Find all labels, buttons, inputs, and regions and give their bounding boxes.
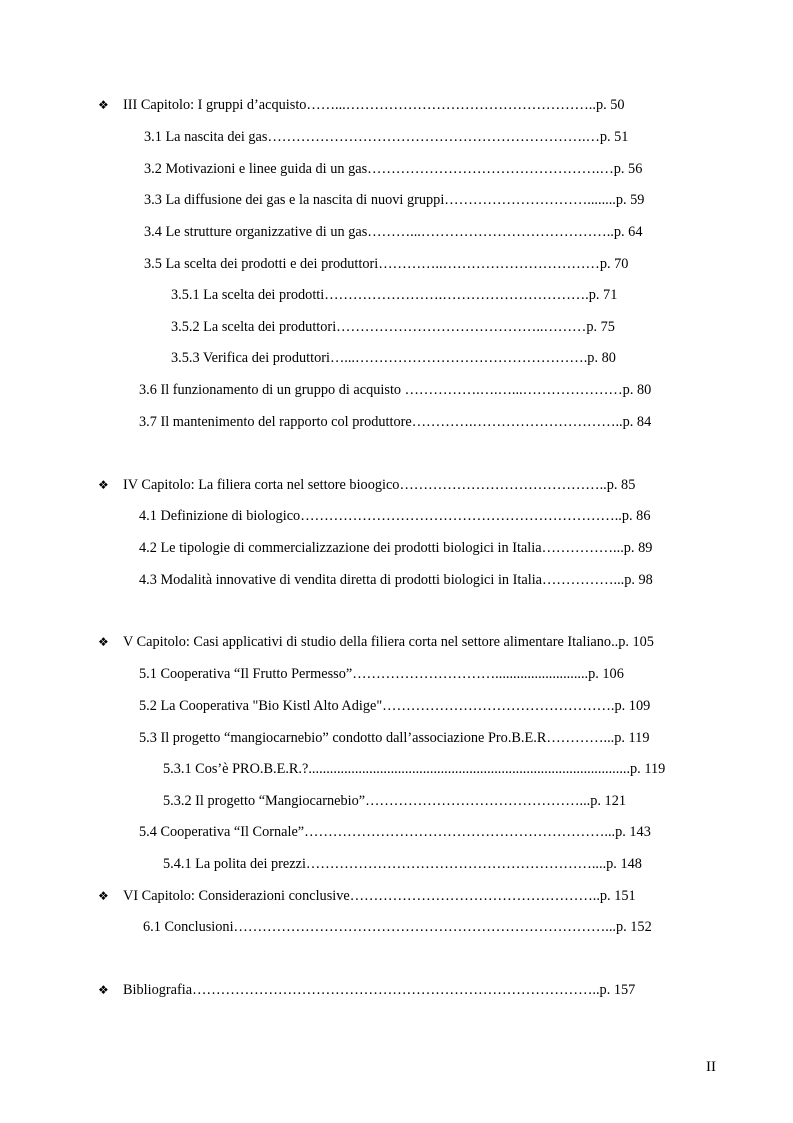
toc-chapter-4[interactable]: IV Capitolo: La filiera corta nel settore bioogico……………………………………..p. 85 [123,477,636,493]
page-number: II [706,1059,716,1075]
toc-entry-3-3[interactable]: 3.3 La diffusione dei gas e la nascita di nuovi gruppi…………………………........p. 59 [144,192,645,208]
toc-entry-5-4-1[interactable]: 5.4.1 La polita dei prezzi……………………………………………………....p. 148 [163,856,642,872]
toc-entry-3-5-3[interactable]: 3.5.3 Verifica dei produttori…...………………………………………….p. 80 [171,350,616,366]
toc-entry-3-2[interactable]: 3.2 Motivazioni e linee guida di un gas………………………………………….…p. 56 [144,161,643,177]
toc-entry-4-3[interactable]: 4.3 Modalità innovative di vendita diretta di prodotti biologici in Italia……………...p. 98 [139,572,653,588]
toc-chapter-5[interactable]: V Capitolo: Casi applicativi di studio della filiera corta nel settore alimentare Italiano..p. 105 [123,634,654,650]
toc-chapter-3[interactable]: III Capitolo: I gruppi d’acquisto……...……………………………………………..p. 50 [123,97,625,113]
toc-entry-3-5-1[interactable]: 3.5.1 La scelta dei prodotti…………………….………………………….p. 71 [171,287,618,303]
toc-entry-3-1[interactable]: 3.1 La nascita dei gas………………………………………………………….…p. 51 [144,129,629,145]
bullet-icon: ❖ [98,98,109,112]
toc-entry-3-4[interactable]: 3.4 Le strutture organizzative di un gas………...…………………………………..p. 64 [144,224,643,240]
toc-entry-4-1[interactable]: 4.1 Definizione di biologico…………………………………………………………..p. 86 [139,508,651,524]
toc-entry-5-3-2[interactable]: 5.3.2 Il progetto “Mangiocarnebio”………………………………………...p. 121 [163,793,626,809]
bullet-icon: ❖ [98,889,109,903]
toc-entry-3-5[interactable]: 3.5 La scelta dei prodotti e dei produttori…………..……………………………p. 70 [144,256,629,272]
toc-entry-5-4[interactable]: 5.4 Cooperativa “Il Cornale”………………………………………………………...p. 143 [139,824,651,840]
bullet-icon: ❖ [98,635,109,649]
toc-entry-5-3-1[interactable]: 5.3.1 Cos’è PRO.B.E.R.?..........................................................................................p. 119 [163,761,666,777]
toc-bibliography[interactable]: Bibliografia…………………………………………………………………………..p. 157 [123,982,636,998]
toc-entry-4-2[interactable]: 4.2 Le tipologie di commercializzazione dei prodotti biologici in Italia……………...p. 89 [139,540,653,556]
toc-chapter-6[interactable]: VI Capitolo: Considerazioni conclusive……………………………………………..p. 151 [123,888,636,904]
toc-entry-3-6[interactable]: 3.6 Il funzionamento di un gruppo di acquisto …………….….…...…………………p. 80 [139,382,652,398]
toc-entry-3-5-2[interactable]: 3.5.2 La scelta dei produttori……………………………………..………p. 75 [171,319,615,335]
toc-entry-5-3[interactable]: 5.3 Il progetto “mangiocarnebio” condotto dall’associazione Pro.B.E.R…………...p. 119 [139,730,650,746]
toc-entry-6-1[interactable]: 6.1 Conclusioni……………………………………………………………………...p. 152 [143,919,652,935]
toc-entry-5-2[interactable]: 5.2 La Cooperativa "Bio Kistl Alto Adige"………………………………………….p. 109 [139,698,651,714]
toc-entry-5-1[interactable]: 5.1 Cooperativa “Il Frutto Permesso”…………………………..........................p. 106 [139,666,624,682]
bullet-icon: ❖ [98,983,109,997]
bullet-icon: ❖ [98,478,109,492]
toc-entry-3-7[interactable]: 3.7 Il mantenimento del rapporto col produttore………….…………………………..p. 84 [139,414,652,430]
